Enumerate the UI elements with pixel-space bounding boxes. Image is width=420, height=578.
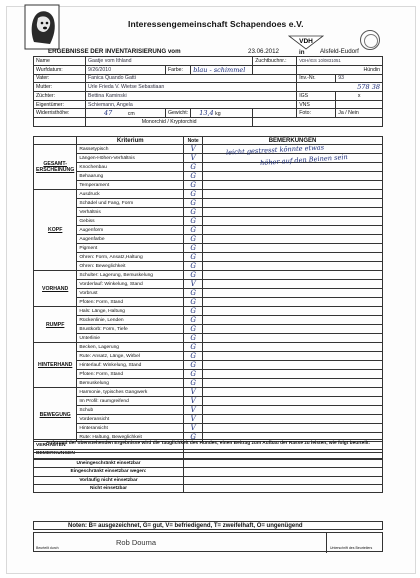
remark-cell bbox=[203, 361, 383, 370]
igs-label: IGS bbox=[297, 92, 336, 101]
verdict-3-box bbox=[184, 476, 383, 484]
criterion-label: Behaarung bbox=[77, 172, 184, 181]
criterion-label: Schub bbox=[77, 406, 184, 415]
vns-value bbox=[336, 100, 383, 109]
grade-value: V bbox=[184, 415, 203, 424]
table-row bbox=[34, 316, 383, 325]
section-kopf: KOPF bbox=[34, 190, 77, 271]
criterion-label: Rute: Ansatz, Länge, Wirbel bbox=[77, 352, 184, 361]
table-row bbox=[34, 226, 383, 235]
table-row bbox=[34, 307, 383, 316]
inventory-date: 23.06.2012 bbox=[248, 48, 279, 55]
criterion-label: Hinteransicht bbox=[77, 424, 184, 433]
remark-cell bbox=[203, 289, 383, 298]
grade-value: G bbox=[184, 244, 203, 253]
table-row bbox=[34, 199, 383, 208]
table-row bbox=[34, 352, 383, 361]
grade-value: V bbox=[184, 154, 203, 163]
bemerkungen-row-label: BEMERKUNGEN bbox=[34, 450, 184, 458]
table-row bbox=[34, 244, 383, 253]
table-row bbox=[34, 298, 383, 307]
empty-cell bbox=[253, 118, 383, 127]
remark-cell bbox=[203, 181, 383, 190]
section-bewegung: BEWEGUNG bbox=[34, 388, 77, 442]
grade-value: G bbox=[184, 190, 203, 199]
table-row bbox=[34, 361, 383, 370]
grade-value: V bbox=[184, 397, 203, 406]
grade-value: G bbox=[184, 208, 203, 217]
criterion-label: Rassetypisch bbox=[77, 145, 184, 154]
document-title: ERGEBNISSE DER INVENTARISIERUNG vom bbox=[48, 48, 181, 55]
table-row bbox=[34, 262, 383, 271]
col-bemerkungen: BEMERKUNGEN bbox=[203, 137, 383, 145]
criterion-label: Im Profil: raumgreifend bbox=[77, 397, 184, 406]
zuchter-label: Züchter: bbox=[34, 92, 86, 101]
empty-cell bbox=[253, 109, 297, 118]
table-row bbox=[34, 343, 383, 352]
chip-value: 578 38 bbox=[297, 83, 383, 92]
vns-label: VNS bbox=[297, 100, 336, 109]
table-row bbox=[34, 145, 383, 154]
document-title-row bbox=[48, 48, 418, 55]
grade-value: G bbox=[184, 352, 203, 361]
table-row bbox=[34, 397, 383, 406]
remark-cell bbox=[203, 334, 383, 343]
grade-value: G bbox=[184, 226, 203, 235]
mono-label: Monorchid / Kryptorchid bbox=[86, 118, 253, 127]
remark-cell bbox=[203, 343, 383, 352]
remark-cell bbox=[203, 352, 383, 361]
remark-cell bbox=[203, 217, 383, 226]
criterion-label: Ohren: Form, Ansatz,Haltung bbox=[77, 253, 184, 262]
criterion-label: Ohren: Beweglichkeit bbox=[77, 262, 184, 271]
verhalten-row-label: VERHALTEN bbox=[34, 442, 184, 450]
table-row bbox=[34, 424, 383, 433]
remark-cell bbox=[203, 235, 383, 244]
organization-name: Interessengemeinschaft Schapendoes e.V. bbox=[128, 19, 304, 29]
grade-value: G bbox=[184, 181, 203, 190]
inv-value: 93 bbox=[336, 74, 383, 83]
table-row bbox=[34, 181, 383, 190]
remark-cell bbox=[203, 226, 383, 235]
grade-value: G bbox=[184, 289, 203, 298]
verdict-intro: Aufgrund der obenstehenden Ergebnisse wird die Tauglichkeit des Hundes, einen Beitrag zum Aufbau der Rasse zu leisten, wie folgt beurteilt: bbox=[33, 439, 383, 453]
remark-cell bbox=[203, 208, 383, 217]
remark-cell bbox=[203, 424, 383, 433]
grade-value: V bbox=[184, 406, 203, 415]
criterion-label: Temperament bbox=[77, 181, 184, 190]
criterion-label: Hinterlauf: Winkelung, Stand bbox=[77, 361, 184, 370]
remark-cell bbox=[203, 298, 383, 307]
table-row bbox=[34, 208, 383, 217]
zuchtbuch-value: VDH/IGS 10/0831051 bbox=[297, 57, 383, 66]
grade-value: V bbox=[184, 424, 203, 433]
igs-value: x bbox=[336, 92, 383, 101]
signature-row bbox=[33, 532, 383, 552]
verdict-table bbox=[33, 459, 383, 493]
criterion-label: Augenform bbox=[77, 226, 184, 235]
eigent-value: Schiemann, Angela bbox=[86, 100, 297, 109]
remark-cell bbox=[203, 280, 383, 289]
gewicht-value: 13,4 bbox=[199, 109, 214, 118]
table-row bbox=[34, 370, 383, 379]
empty-cell bbox=[253, 65, 297, 74]
criterion-label: Becken, Lagerung bbox=[77, 343, 184, 352]
wurf-label: Wurfdatum: bbox=[34, 65, 86, 74]
table-row bbox=[34, 235, 383, 244]
cm-label: cm bbox=[127, 111, 135, 118]
criterion-label: Pfoten: Form, Stand bbox=[77, 370, 184, 379]
remark-cell bbox=[203, 262, 383, 271]
remark-cell bbox=[203, 199, 383, 208]
criterion-label: Ausdruck bbox=[77, 190, 184, 199]
verdict-1: Uneingeschränkt einsetzbar bbox=[34, 460, 184, 468]
remark-cell bbox=[203, 325, 383, 334]
criterion-label: Rückenlinie, Lenden bbox=[77, 316, 184, 325]
remark-cell bbox=[203, 397, 383, 406]
remark-cell bbox=[203, 172, 383, 181]
grade-value: G bbox=[184, 163, 203, 172]
zuchter-value: Bettina Kaminski bbox=[86, 92, 297, 101]
criterion-label: Vorderansicht bbox=[77, 415, 184, 424]
remark-cell bbox=[203, 379, 383, 388]
grade-value: V bbox=[184, 145, 203, 154]
kg-label: kg bbox=[215, 111, 221, 118]
name-value: Gaatje vom Ithland bbox=[86, 57, 253, 66]
widerrist-label: Widerristhöhe: bbox=[34, 109, 86, 118]
round-seal-icon bbox=[360, 30, 380, 50]
remark-cell bbox=[203, 190, 383, 199]
gewicht-label: Gewicht: bbox=[166, 109, 191, 118]
foto-label: Foto: bbox=[297, 109, 336, 118]
criterion-label: Rute: Haltung, Beweglichkeit bbox=[77, 433, 184, 442]
eigent-label: Eigentümer: bbox=[34, 100, 86, 109]
grade-value: G bbox=[184, 217, 203, 226]
criterion-label: Pigment bbox=[77, 244, 184, 253]
grade-value: G bbox=[184, 262, 203, 271]
section-vorhand: VORHAND bbox=[34, 271, 77, 307]
dog-logo-icon bbox=[24, 4, 60, 50]
criterion-label: Verhältnis bbox=[77, 208, 184, 217]
criterion-label: Pfoten: Form, Stand bbox=[77, 298, 184, 307]
criterion-label: Längen-Höhen-Verhältnis bbox=[77, 154, 184, 163]
table-row bbox=[34, 172, 383, 181]
table-row bbox=[34, 217, 383, 226]
table-row bbox=[34, 280, 383, 289]
header-empty bbox=[34, 137, 77, 145]
verdict-2-box bbox=[184, 468, 383, 476]
remark-cell bbox=[203, 388, 383, 397]
grade-value: G bbox=[184, 172, 203, 181]
empty-cell bbox=[34, 118, 86, 127]
criterion-label: Hals: Länge, Haltung bbox=[77, 307, 184, 316]
table-row bbox=[34, 253, 383, 262]
grade-value: G bbox=[184, 334, 203, 343]
verdict-3: Vorläufig nicht einsetzbar bbox=[34, 476, 184, 484]
farbe-value: blau - schimmel bbox=[191, 65, 253, 74]
gewicht-cell bbox=[191, 109, 253, 118]
table-row bbox=[34, 415, 383, 424]
criterion-label: Unterlinie bbox=[77, 334, 184, 343]
table-row bbox=[34, 163, 383, 172]
grade-legend: Noten: B= ausgezeichnet, G= gut, V= befriedigend, T= zweifelhaft, O= ungenügend bbox=[33, 521, 383, 530]
section-hinterhand: HINTERHAND bbox=[34, 343, 77, 388]
zuchtbuch-label: Zuchtbuchnr.: bbox=[253, 57, 297, 66]
dog-info-table bbox=[33, 56, 383, 127]
criterion-label: Knochenbau bbox=[77, 163, 184, 172]
evaluator-name: Rob Douma bbox=[116, 538, 157, 547]
verdict-4: Nicht einsetzbar bbox=[34, 484, 184, 492]
grade-value: G bbox=[184, 370, 203, 379]
criterion-label: Vorderlauf: Winkelung, Stand bbox=[77, 280, 184, 289]
grade-value: G bbox=[184, 199, 203, 208]
criterion-label: Vorbrust bbox=[77, 289, 184, 298]
grade-value: V bbox=[184, 388, 203, 397]
signature-divider bbox=[326, 533, 327, 553]
widerrist-cell bbox=[86, 109, 166, 118]
wurf-value: 9/26/2010 bbox=[86, 65, 166, 74]
grade-value: G bbox=[184, 235, 203, 244]
grade-value: G bbox=[184, 316, 203, 325]
col-kriterium: Kriterium bbox=[77, 137, 184, 145]
remark-cell bbox=[203, 253, 383, 262]
section-gesamt: GESAMT-ERSCHEINUNG bbox=[34, 145, 77, 190]
widerrist-value: 47 bbox=[104, 109, 113, 118]
section-rumpf: RUMPF bbox=[34, 307, 77, 343]
remark-cell bbox=[203, 415, 383, 424]
verdict-1-box bbox=[184, 460, 383, 468]
remark-cell bbox=[203, 271, 383, 280]
criterion-label: Gebiss bbox=[77, 217, 184, 226]
grade-value: G bbox=[184, 307, 203, 316]
table-row bbox=[34, 190, 383, 199]
table-row bbox=[34, 334, 383, 343]
criterion-label: Bemuskelung bbox=[77, 379, 184, 388]
evaluated-by-label: Beurteilt durch bbox=[36, 546, 59, 550]
remark-cell bbox=[203, 244, 383, 253]
janein-label: Ja / Nein bbox=[336, 109, 383, 118]
remark-cell bbox=[203, 316, 383, 325]
verdict-4-box bbox=[184, 484, 383, 492]
grade-value: G bbox=[184, 343, 203, 352]
table-row bbox=[34, 271, 383, 280]
grade-value: G bbox=[184, 361, 203, 370]
criterion-label: Harmonie, typisches Gangwerk bbox=[77, 388, 184, 397]
table-row bbox=[34, 289, 383, 298]
name-label: Name bbox=[34, 57, 86, 66]
farbe-label: Farbe: bbox=[166, 65, 191, 74]
grade-value: V bbox=[184, 280, 203, 289]
evaluation-table bbox=[33, 136, 383, 459]
remark-cell bbox=[203, 307, 383, 316]
criterion-label: Schädel und Fang, Form bbox=[77, 199, 184, 208]
remark-cell bbox=[203, 406, 383, 415]
grade-value: G bbox=[184, 298, 203, 307]
vdh-logo-text: VDH bbox=[299, 38, 313, 45]
vater-label: Vater: bbox=[34, 74, 86, 83]
col-note: Note bbox=[184, 137, 203, 145]
table-row bbox=[34, 379, 383, 388]
remark-line-2: höher auf den Beinen sein bbox=[259, 152, 348, 168]
grade-value: G bbox=[184, 325, 203, 334]
vater-value: Fanica Quando Gatti bbox=[86, 74, 297, 83]
inv-label: Inv.-Nr. bbox=[297, 74, 336, 83]
mutter-label: Mutter: bbox=[34, 83, 86, 92]
verdict-2: Eingeschränkt einsetzbar wegen: bbox=[34, 468, 184, 476]
table-row bbox=[34, 406, 383, 415]
table-row bbox=[34, 325, 383, 334]
table-row bbox=[34, 388, 383, 397]
sex-value: Hündin bbox=[297, 65, 383, 74]
mutter-value: Urle Frieda V. Wietse Sebastiaan bbox=[86, 83, 297, 92]
criterion-label: Schulter: Lagerung, Bemuskelung bbox=[77, 271, 184, 280]
signature-label: Unterschrift des Beurteilers bbox=[330, 546, 373, 550]
inventory-city: Alsfeld-Eudorf bbox=[320, 48, 359, 55]
grade-value: G bbox=[184, 433, 203, 442]
grade-value: G bbox=[184, 253, 203, 262]
in-label: in bbox=[299, 49, 305, 56]
grade-value: G bbox=[184, 271, 203, 280]
remark-cell bbox=[203, 370, 383, 379]
criterion-label: Brustkorb: Form, Tiefe bbox=[77, 325, 184, 334]
grade-value: G bbox=[184, 379, 203, 388]
criterion-label: Augenfarbe bbox=[77, 235, 184, 244]
remark-line-1: leicht gestresst könnte etwas bbox=[225, 143, 325, 157]
